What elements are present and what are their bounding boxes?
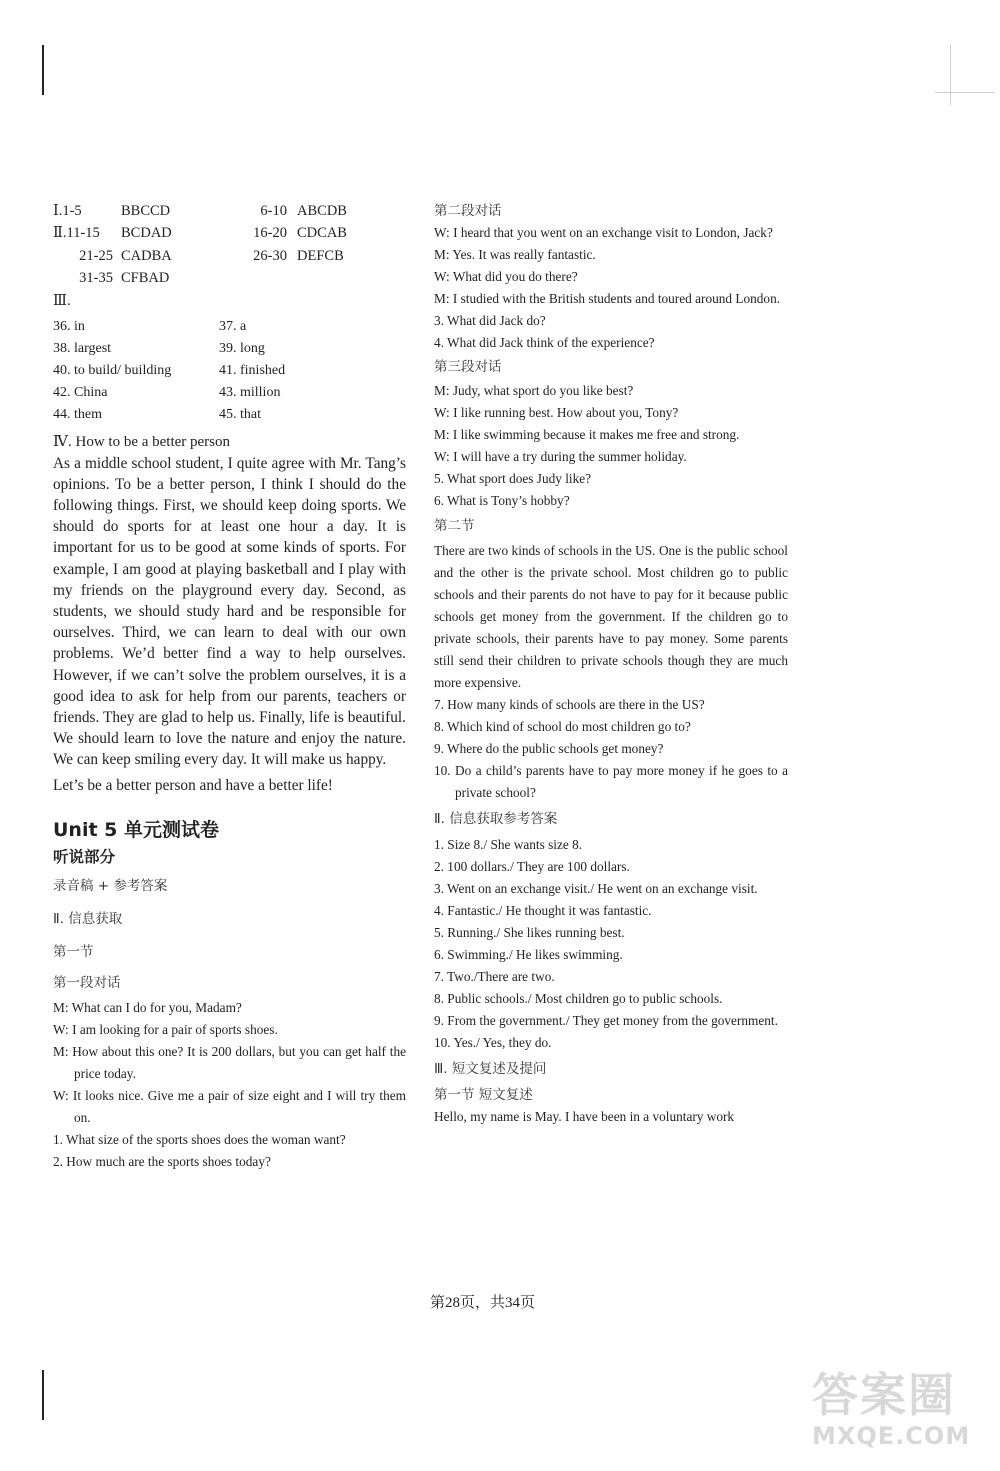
fill-answer: 44. them xyxy=(53,407,102,423)
section-subtitle: 听说部分 xyxy=(53,847,116,866)
answer-range: 26-30 xyxy=(253,247,287,264)
fill-answer-row xyxy=(53,404,406,426)
essay-body: As a middle school student, I quite agree with Mr. Tang’s opinions. To be a better person, I think I should do the following things. First, we should keep doing sports. We should do sports for at least one hour a day. It is important for us to be good at some kinds of sports. For example, I am good at playing basketball and I play with my friends on the playground every day. Second, as students, we should study hard and be responsible for ourselves. Third, we can learn to deal with our own problems. We’d better find a way to help ourselves. However, if we can’t solve the problem ourselves, it is a good idea to ask for help from our parents, teachers or friends. They are glad to help us. Finally, life is beautiful. We should learn to love the nature and enjoy the nature. We can keep smiling every day. It will make us happy. xyxy=(53,454,406,769)
retell-text: Hello, my name is May. I have been in a voluntary work xyxy=(434,1109,735,1124)
answer-range: 6-10 xyxy=(260,203,287,219)
dialogue-line: M: Judy, what sport do you like best? xyxy=(434,383,634,398)
watermark-text: 答案圈 xyxy=(812,1368,956,1422)
fill-answer: 42. China xyxy=(53,385,108,401)
dialogue-line: M: I studied with the British students and toured around London. xyxy=(434,291,781,306)
fill-answer: 41. finished xyxy=(219,362,286,378)
crop-mark-bottom-left xyxy=(42,1370,44,1420)
fill-answer-row xyxy=(53,360,406,382)
dialogue-label: 第三段对话 xyxy=(434,359,502,375)
fill-answer-row xyxy=(53,338,406,360)
answer-key xyxy=(53,200,406,290)
dialogue-line: M: I like swimming because it makes me free and strong. xyxy=(434,427,740,442)
question-line: 4. What did Jack think of the experience? xyxy=(434,335,655,350)
dialogue-line: M: What can I do for you, Madam? xyxy=(53,999,242,1015)
answer-letters: CFBAD xyxy=(121,270,170,287)
fill-answer-row xyxy=(53,382,406,404)
dialogue-line: W: I am looking for a pair of sports shoes. xyxy=(53,1021,278,1037)
fill-answer: 39. long xyxy=(219,340,265,356)
dialogue-1 xyxy=(53,997,406,1173)
fill-answer: 38. largest xyxy=(53,340,112,356)
right-column xyxy=(434,200,788,1128)
listening-passage: There are two kinds of schools in the US. One is the public school and the other is the private school. Most children go to public schools and their parents do not have to pay for it because public schools get money from the government. If the children go to private schools, their parents have to pay money. Some parents still send their children to private schools though they are much more expensive. xyxy=(434,543,788,690)
answer-key-row xyxy=(53,245,406,267)
crop-mark-top-right-h xyxy=(935,92,995,93)
answer-line: 2. 100 dollars./ They are 100 dollars. xyxy=(434,859,630,874)
answer-line: 6. Swimming./ He likes swimming. xyxy=(434,947,623,962)
dialogue-line: W: I heard that you went on an exchange visit to London, Jack? xyxy=(434,225,773,240)
answer-range: Ⅱ.11-15 xyxy=(53,225,100,242)
section-label: 第一节 xyxy=(53,943,94,960)
answer-letters: CDCAB xyxy=(297,225,347,242)
info-label: Ⅱ. 信息获取 xyxy=(53,910,123,927)
answer-line: 8. Public schools./ Most children go to public schools. xyxy=(434,991,723,1006)
dialogue-label: 第一段对话 xyxy=(53,974,121,991)
essay-closing: Let’s be a better person and have a better life! xyxy=(53,776,333,794)
script-label: 录音稿 + 参考答案 xyxy=(53,877,168,894)
answer-range: 16-20 xyxy=(253,225,287,242)
fill-answer: 36. in xyxy=(53,318,85,334)
fill-answers xyxy=(53,316,406,427)
answer-line: 7. Two./There are two. xyxy=(434,969,555,984)
fill-answer: 37. a xyxy=(219,318,247,334)
answer-letters: DEFCB xyxy=(297,247,344,264)
answer-range: 31-35 xyxy=(79,270,113,287)
crop-mark-top-right xyxy=(950,45,951,105)
dialogue-line: W: I like running best. How about you, Tony? xyxy=(434,405,679,420)
answer-letters: ABCDB xyxy=(297,203,347,219)
question-line: 1. What size of the sports shoes does the woman want? xyxy=(53,1131,346,1147)
question-line: 5. What sport does Judy like? xyxy=(434,471,592,486)
retell-label: Ⅲ. 短文复述及提问 xyxy=(434,1061,547,1077)
answer-letters: BCDAD xyxy=(121,225,172,242)
fill-answer: 45. that xyxy=(219,407,261,423)
watermark-url: MXQE.COM xyxy=(812,1422,971,1450)
section-label: Ⅲ. xyxy=(53,292,71,309)
dialogue-label: 第二段对话 xyxy=(434,203,502,219)
dialogue-line: W: What did you do there? xyxy=(434,269,578,284)
answer-line: 10. Yes./ Yes, they do. xyxy=(434,1035,552,1050)
answer-letters: CADBA xyxy=(121,247,172,264)
answer-line: 5. Running./ She likes running best. xyxy=(434,925,625,940)
dialogue-line: W: It looks nice. Give me a pair of size eight and I will try them on. xyxy=(53,1087,406,1125)
fill-answer: 43. million xyxy=(219,385,281,401)
question-line: 3. What did Jack do? xyxy=(434,313,546,328)
answer-range: Ⅰ.1-5 xyxy=(53,203,82,219)
answer-line: 3. Went on an exchange visit./ He went on an exchange visit. xyxy=(434,881,758,896)
dialogue-line: W: I will have a try during the summer holiday. xyxy=(434,449,687,464)
answer-letters: BBCCD xyxy=(121,203,171,219)
question-line: 6. What is Tony’s hobby? xyxy=(434,493,570,508)
question-line: 7. How many kinds of schools are there in the US? xyxy=(434,697,705,712)
question-line: 10. Do a child’s parents have to pay more money if he goes to a private school? xyxy=(434,763,788,800)
answer-key-row xyxy=(53,222,406,244)
dialogue-line: M: Yes. It was really fantastic. xyxy=(434,247,596,262)
answer-line: 1. Size 8./ She wants size 8. xyxy=(434,837,583,852)
fill-answer: 40. to build/ building xyxy=(53,362,172,378)
answer-line: 4. Fantastic./ He thought it was fantastic. xyxy=(434,903,652,918)
crop-mark-top-left xyxy=(42,45,44,95)
question-line: 8. Which kind of school do most children go to? xyxy=(434,719,691,734)
answer-range: 21-25 xyxy=(79,247,113,264)
essay-heading: Ⅳ. How to be a better person xyxy=(53,433,231,450)
answer-line: 9. From the government./ They get money from the government. xyxy=(434,1013,778,1028)
answer-key-row xyxy=(53,200,406,222)
unit-title: Unit 5 单元测试卷 xyxy=(53,818,219,841)
question-line: 2. How much are the sports shoes today? xyxy=(53,1153,271,1169)
section-label: 第二节 xyxy=(434,518,475,534)
fill-answer-row xyxy=(53,316,406,338)
answer-key-row xyxy=(53,267,406,289)
watermark-logo xyxy=(812,1368,992,1468)
answers-label: Ⅱ. 信息获取参考答案 xyxy=(434,811,558,827)
left-column xyxy=(53,200,406,1173)
dialogue-line: M: How about this one? It is 200 dollars, but you can get half the price today. xyxy=(53,1043,406,1081)
retell-sub-label: 第一节 短文复述 xyxy=(434,1087,533,1103)
page-footer: 第28页，共34页 xyxy=(430,1295,536,1311)
question-line: 9. Where do the public schools get money? xyxy=(434,741,664,756)
